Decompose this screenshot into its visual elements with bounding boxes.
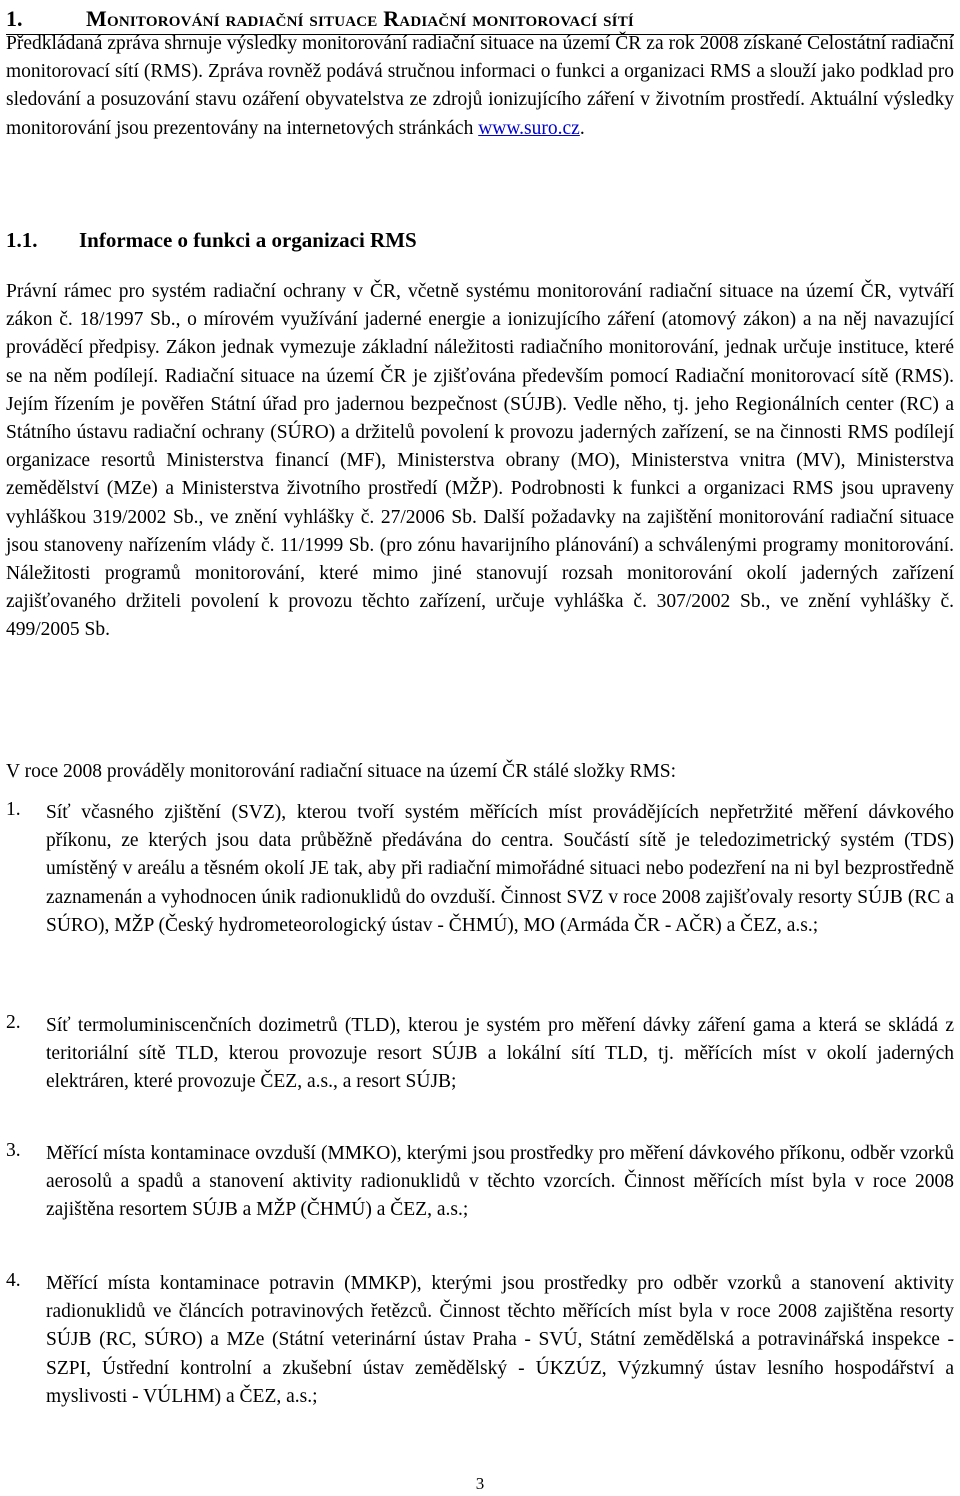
website-link[interactable]: www.suro.cz [478, 117, 580, 139]
list-item-number: 3. [6, 1140, 21, 1161]
list-item-text: Síť termoluminiscenčních dozimetrů (TLD), kterou je systém pro měření dávky záření gama a která se skládá z teritoriální sítě TLD, kterou provozuje resort SÚJB a lokální sítí TLD, tj. měřících míst v okolí jaderných elektráren, které provozuje ČEZ, a.s., a resort SÚJB; [46, 1015, 954, 1093]
subsection-title: Informace o funkci a organizaci RMS [79, 228, 417, 252]
list-item [6, 1140, 954, 1225]
subsection-number: 1.1. [6, 228, 38, 252]
list-item-text: Měřící místa kontaminace ovzduší (MMKO), kterými jsou prostředky pro měření dávkového příkonu, odběr vzorků aerosolů a spadů a stanovení aktivity radionuklidů v těchto vzorcích. Činnost měřících míst byla v roce 2008 zajištěna resortem SÚJB a MŽP (ČHMÚ) a ČEZ, a.s.; [46, 1143, 954, 1221]
list-item [6, 799, 954, 940]
subsection-heading [6, 228, 417, 253]
intro-paragraph [6, 30, 954, 143]
page-number: 3 [475, 1474, 485, 1493]
list-item-text: Měřící místa kontaminace potravin (MMKP), kterými jsou prostředky pro odběr vzorků a stanovení aktivity radionuklidů ve článcích potravinových řetězců. Činnost těchto měřících míst byla v roce 2008 zajištěna resorty SÚJB (RC, SÚRO) a MZe (Státní veterinární ústav Praha - SVÚ, Státní zemědělská a potravinářská inspekce - SZPI, Ústřední kontrolní a zkušební ústav zemědělský - ÚKZÚZ, Výzkumný ústav lesního hospodářství a myslivosti - VÚLHM) a ČEZ, a.s.; [46, 1273, 954, 1407]
section-number: 1. [6, 6, 23, 31]
list-item-text: Síť včasného zjištění (SVZ), kterou tvoří systém měřících míst provádějících nepřetržité měření dávkového příkonu, ze kterých jsou data průběžně předávána do centra. Součástí sítě je teledozimetrický systém (TDS) umístěný v areálu a těsném okolí JE tak, aby při radiační mimořádné situaci nebo podezření na ni byl bezprostředně zaznamenán a vyhodnocen únik radionuklidů do ovzduší. Činnost SVZ v roce 2008 zajišťovaly resorty SÚJB (RC a SÚRO), MŽP (Český hydrometeorologický ústav - ČHMÚ), MO (Armáda ČR - AČR) a ČEZ, a.s.; [46, 802, 954, 936]
list-item-number: 4. [6, 1270, 21, 1291]
intro-text-end: . [579, 117, 585, 139]
intro-text: Předkládaná zpráva shrnuje výsledky monitorování radiační situace na území ČR za rok 2008 získané Celostátní radiační monitorovací sítí (RMS). Zpráva rovněž podává stručnou informaci o funkci a organizaci RMS a slouží jako podklad pro sledování a posuzování stavu ozáření obyvatelstva ze zdrojů ionizujícího záření v životním prostředí. Aktuální výsledky monitorování jsou prezentovány na internetových stránkách [6, 33, 954, 139]
list-item-number: 1. [6, 799, 21, 820]
list-item [6, 1270, 954, 1411]
list-item [6, 1012, 954, 1097]
legal-framework-paragraph: Právní rámec pro systém radiační ochrany v ČR, včetně systému monitorování radiační situace na území ČR, vytváří zákon č. 18/1997 Sb., o mírovém využívání jaderné energie a ionizujícího záření (atomový zákon) a na něj navazující prováděcí předpisy. Zákon jednak vymezuje základní náležitosti radiačního monitorování, jednak určuje instituce, které se na něm podílejí. Radiační situace na území ČR je zjišťována především pomocí Radiační monitorovací sítě (RMS). Jejím řízením je pověřen Státní úřad pro jadernou bezpečnost (SÚJB). Vedle něho, tj. jeho Regionálních center (RC) a Státního ústavu radiační ochrany (SÚRO) a držitelů povolení k provozu jaderných zařízení, se na činnosti RMS podílejí organizace resortů Ministerstva financí (MF), Ministerstva obrany (MO), Ministerstva vnitra (MV), Ministerstva zemědělství (MZe) a Ministerstva životního prostředí (MŽP). Podrobnosti k funkci a organizaci RMS jsou upraveny vyhláškou 319/2002 Sb., ve znění vyhlášky č. 27/2006 Sb. Další požadavky na zajištění monitorování radiační situace jsou stanoveny nařízením vlády č. 11/1999 Sb. (pro zónu havarijního plánování) a schválenými programy monitorování. Náležitosti programů monitorování, které mimo jiné stanovují rozsah monitorování okolí jaderných zařízení zajišťovaného držiteli povolení k provozu těchto zařízení, určuje vyhláška č. 307/2002 Sb., ve znění vyhlášky č. 499/2005 Sb. [6, 281, 954, 641]
rms-components-intro: V roce 2008 prováděly monitorování radiační situace na území ČR stálé složky RMS: [6, 761, 677, 782]
list-item-number: 2. [6, 1012, 21, 1033]
section-title: Monitorování radiační situace Radiační monitorovací sítí [86, 6, 634, 31]
